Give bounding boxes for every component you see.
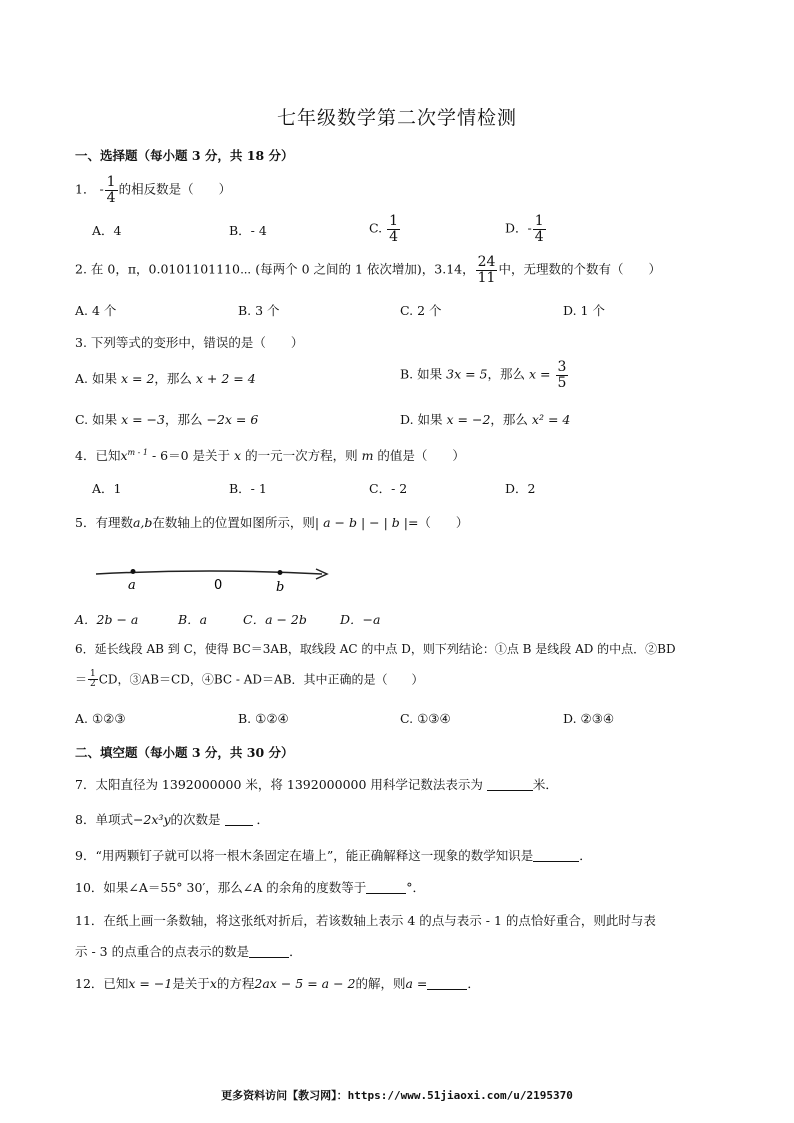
- q4-option-c: C．- 2: [369, 481, 408, 496]
- q1-option-a: A．4: [92, 223, 122, 238]
- point-a-dot: [131, 569, 136, 574]
- q2-option-b: B. 3 个: [238, 303, 280, 318]
- q2-option-d: D. 1 个: [563, 303, 605, 318]
- q6-option-b: B. ①②④: [238, 711, 289, 726]
- question-8: 8．单项式−2x³y的次数是 ．: [75, 812, 270, 827]
- q3-option-a: A. 如果 x = 2，那么 x + 2 = 4: [75, 371, 256, 386]
- q4-option-b: B．- 1: [229, 481, 267, 496]
- q4-option-d: D．2: [505, 481, 536, 496]
- number-line-figure: [90, 560, 340, 594]
- question-2: [75, 255, 661, 285]
- section-heading-choice: 一、选择题（每小题 3 分，共 18 分）: [75, 148, 294, 163]
- q4-option-a: A．1: [92, 481, 122, 496]
- q5-option-a: A．2b − a: [75, 612, 139, 627]
- q1-number: 1．: [75, 181, 96, 197]
- origin-label: 0: [214, 578, 223, 593]
- question-6-line-2: ＝ $\frac{1}{2}$ CD，③AB＝CD，④BC - AD＝AB．其中正确的是（ ）: [75, 669, 424, 690]
- q2-option-c: C. 2 个: [400, 303, 442, 318]
- q11-answer-blank[interactable]: [249, 945, 289, 958]
- question-6-line-1: 6．延长线段 AB 到 C，使得 BC＝3AB，取线段 AC 的中点 D，则下列结论：①点 B 是线段 AD 的中点．②BD: [75, 642, 676, 656]
- q2-fraction: $\frac{24}{11}$: [477, 254, 496, 286]
- q6-option-a: A. ①②③: [75, 711, 126, 726]
- q3-option-b: B. 如果 3x = 5，那么 x = $\frac{3}{5}$: [400, 359, 567, 391]
- q2-stem-b: 中，无理数的个数有（ ）: [498, 261, 661, 277]
- question-12: 12．已知x = −1是关于x的方程2ax − 5 = a − 2的解，则a = ．: [75, 976, 480, 991]
- q1-fraction: $\frac{1}{4}$: [106, 174, 116, 206]
- q6-option-c: C. ①③④: [400, 711, 451, 726]
- number-line-axis: [96, 571, 322, 574]
- point-b-label: b: [276, 580, 285, 594]
- q3-option-d: D. 如果 x = −2，那么 x² = 4: [400, 412, 571, 427]
- q5-option-c: C．a − 2b: [243, 612, 307, 627]
- q5-option-d: D．−a: [340, 612, 381, 627]
- q9-answer-blank[interactable]: [533, 849, 579, 862]
- q1-option-b: B．- 4: [229, 223, 267, 238]
- q2-stem-a: 2. 在 0，π，0.0101101110⋯ (每两个 0 之间的 1 依次增加)，3.14，: [75, 261, 475, 277]
- q7-answer-blank[interactable]: [487, 778, 533, 791]
- point-b-dot: [278, 570, 283, 575]
- q10-answer-blank[interactable]: [366, 881, 406, 894]
- section-heading-fill: 二、填空题（每小题 3 分，共 30 分）: [75, 745, 294, 760]
- page-title: 七年级数学第二次学情检测: [276, 107, 517, 129]
- q8-answer-blank[interactable]: [225, 813, 253, 826]
- q2-option-a: A. 4 个: [75, 303, 117, 318]
- q1-option-d: D．- $\frac{1}{4}$: [505, 213, 544, 245]
- question-11-line-2: 示 - 3 的点重合的点表示的数是 ．: [75, 944, 302, 959]
- q12-answer-blank[interactable]: [427, 977, 467, 990]
- q3-option-c: C. 如果 x = −3，那么 −2x = 6: [75, 412, 259, 427]
- question-1: [75, 175, 231, 205]
- q1-option-c: C. $\frac{1}{4}$: [369, 213, 398, 245]
- question-4: 4．已知$x^{m - 1} - 6=0$ 是关于 x 的一元一次方程，则 m 的值是（ ）: [75, 447, 465, 463]
- question-10: 10．如果∠A＝55° 30′，那么∠A 的余角的度数等于 °．: [75, 880, 426, 895]
- question-7: 7．太阳直径为 1392000000 米，将 1392000000 用科学记数法表示为 米．: [75, 777, 558, 792]
- q5-option-b: B．a: [178, 612, 208, 627]
- question-3: 3. 下列等式的变形中，错误的是（ ）: [75, 335, 304, 350]
- point-a-label: a: [128, 578, 136, 593]
- question-9: 9．“用两颗钉子就可以将一根木条固定在墙上”，能正确解释这一现象的数学知识是 ．: [75, 848, 592, 863]
- footer-source-link[interactable]: 更多资料访问【教习网】：https://www.51jiaoxi.com/u/2195370: [221, 1089, 573, 1102]
- q1-minus: -: [99, 181, 104, 197]
- question-11-line-1: 11．在纸上画一条数轴，将这张纸对折后，若该数轴上表示 4 的点与表示 - 1 的点恰好重合，则此时与表: [75, 913, 656, 928]
- q6-option-d: D. ②③④: [563, 711, 615, 726]
- q1-stem: 的相反数是（ ）: [118, 181, 232, 197]
- question-5: 5．有理数a,b在数轴上的位置如图所示，则| a − b | − | b |=（ ）: [75, 515, 469, 530]
